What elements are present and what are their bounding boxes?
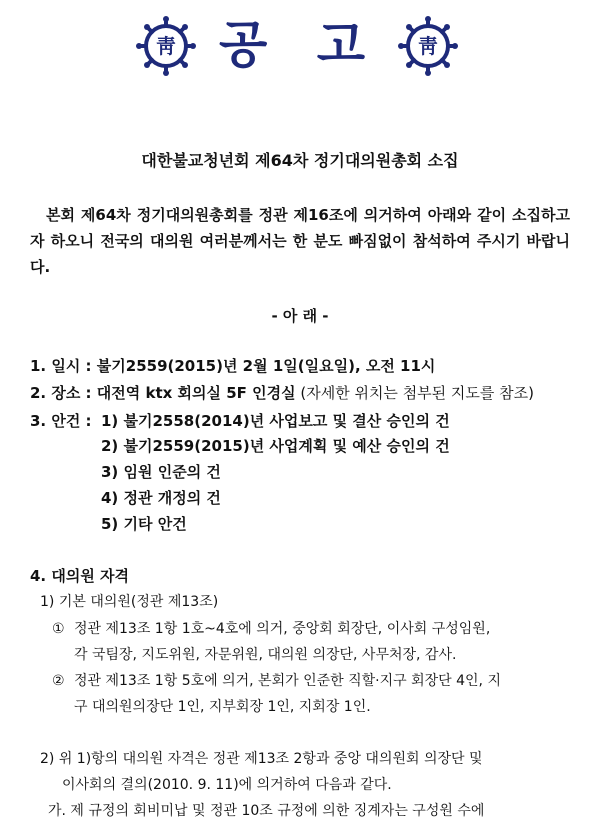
clause-1-mark: ① [52, 621, 65, 637]
clause-1-text-1: 정관 제13조 1항 1호~4호에 의거, 중앙회 회장단, 이사회 구성임원, [74, 621, 491, 637]
item-place [30, 382, 534, 403]
qualification-heading: 4. 대의원 자격 [30, 567, 130, 585]
clause-1-line-1 [52, 618, 490, 638]
place-note: (자세한 위치는 첨부된 지도를 참조) [295, 384, 534, 402]
agenda-item-2: 2) 불기2559(2015)년 사업계획 및 예산 승인의 건 [101, 437, 450, 455]
agenda-item-4: 4) 정관 개정의 건 [101, 489, 221, 507]
qualification-ga-line: 가. 제 규정의 회비미납 및 정관 10조 규정에 의한 징계자는 구성원 수에 [48, 803, 485, 819]
clause-2-line-1 [52, 670, 501, 690]
document-title: 대한불교청년회 제64차 정기대의원총회 소집 [141, 151, 459, 170]
qualification-sub1: 1) 기본 대의원(정관 제13조) [40, 594, 219, 610]
agenda-item-1: 1) 불기2558(2014)년 사업보고 및 결산 승인의 건 [101, 412, 450, 430]
item-date: 1. 일시 : 불기2559(2015)년 2월 1일(일요일), 오전 11시 [30, 357, 436, 375]
emblem-glyph-left: 靑 [156, 34, 176, 58]
ah-heading: - 아 래 - [271, 307, 329, 325]
emblem-glyph-right: 靑 [418, 34, 438, 58]
dharma-wheel-emblem-left [136, 16, 196, 76]
intro-text: 본회 제64차 정기대의원총회를 정관 제16조에 의거하여 아래와 같이 소집하고자 하오니 전국의 대의원 여러분께서는 한 분도 빠짐없이 참석하여 주시기 바랍니다. [30, 206, 570, 276]
notice-header [0, 6, 600, 76]
dharma-wheel-emblem-right [398, 16, 458, 76]
intro-paragraph [30, 202, 570, 280]
qualification-sub2-line-1: 2) 위 1)항의 대의원 자격은 정관 제13조 2항과 중앙 대의원회 의장단 및 [40, 751, 483, 767]
clause-2-line-2: 구 대의원의장단 1인, 지부회장 1인, 지회장 1인. [74, 699, 371, 715]
qualification-sub2-line-2: 이사회의 결의(2010. 9. 11)에 의거하여 다음과 같다. [62, 777, 392, 793]
notice-title: 공 고 [218, 15, 381, 74]
place-main: 2. 장소 : 대전역 ktx 회의실 5F 인경실 [30, 384, 296, 402]
agenda-item-3: 3) 임원 인준의 건 [101, 463, 221, 481]
item-agenda-label: 3. 안건 : [30, 412, 92, 430]
clause-2-text-1: 정관 제13조 1항 5호에 의거, 본회가 인준한 직할·지구 회장단 4인, 지 [74, 673, 501, 689]
clause-2-mark: ② [52, 673, 65, 689]
clause-1-line-2: 각 국팀장, 지도위원, 자문위원, 대의원 의장단, 사무처장, 감사. [74, 647, 457, 663]
agenda-item-5: 5) 기타 안건 [101, 515, 187, 533]
